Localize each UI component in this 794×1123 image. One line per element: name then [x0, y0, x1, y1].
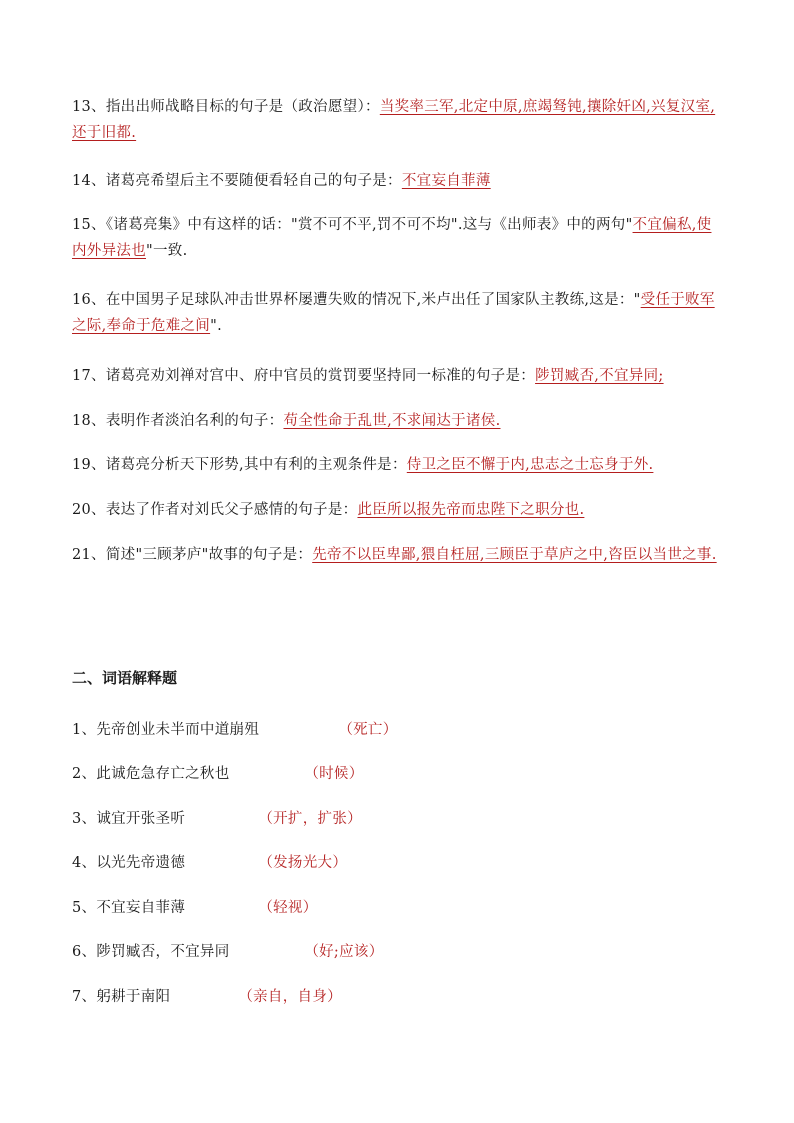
answer-text: 先帝不以臣卑鄙,猥自枉屈,三顾臣于草庐之中,咨臣以当世之事.	[312, 547, 717, 563]
word-item-6	[72, 941, 384, 963]
question-number: 16、	[72, 292, 106, 308]
word-meaning: （亲自，自身）	[238, 989, 342, 1005]
word-meaning: （发扬光大）	[258, 855, 348, 871]
question-text: 表达了作者对刘氏父子感情的句子是：	[105, 502, 358, 518]
question-number: 17、	[72, 368, 106, 384]
word-term: 躬耕于南阳	[96, 989, 171, 1005]
word-meaning: （时候）	[304, 766, 364, 782]
word-term: 先帝创业未半而中道崩殂	[96, 722, 260, 738]
question-text-after: ".	[210, 318, 222, 334]
question-text: 在中国男子足球队冲击世界杯屡遭失败的情况下,米卢出任了国家队主教练,这是："	[105, 292, 641, 308]
word-number: 2、	[72, 766, 97, 782]
question-number: 21、	[72, 547, 106, 563]
question-number: 14、	[72, 173, 106, 189]
question-18	[72, 408, 722, 434]
question-text: 表明作者淡泊名利的句子：	[105, 413, 284, 429]
question-number: 19、	[72, 457, 106, 473]
word-term: 以光先帝遗德	[96, 855, 186, 871]
word-term: 此诚危急存亡之秋也	[96, 766, 230, 782]
answer-text: 不宜偏私,使内外异法也	[72, 217, 712, 259]
word-number: 3、	[72, 811, 97, 827]
answer-text: 此臣所以报先帝而忠陛下之职分也.	[357, 502, 585, 518]
answer-text: 苟全性命于乱世,不求闻达于诸侯.	[283, 413, 501, 429]
question-15	[72, 212, 722, 264]
question-text: 简述"三顾茅庐"故事的句子是：	[105, 547, 313, 563]
word-item-7	[72, 986, 342, 1008]
word-item-1	[72, 719, 398, 741]
question-20	[72, 497, 722, 523]
word-number: 7、	[72, 989, 97, 1005]
word-item-4	[72, 852, 347, 874]
question-text: 诸葛亮分析天下形势,其中有利的主观条件是：	[105, 457, 407, 473]
question-number: 18、	[72, 413, 106, 429]
question-13	[72, 94, 722, 146]
word-number: 4、	[72, 855, 97, 871]
question-number: 13、	[72, 99, 106, 115]
question-text: 指出出师战略目标的句子是（政治愿望）：	[105, 99, 380, 115]
word-number: 6、	[72, 944, 97, 960]
answer-text: 受任于败军之际,奉命于危难之间	[72, 292, 715, 334]
word-item-5	[72, 897, 318, 919]
question-text: 诸葛亮劝刘禅对宫中、府中官员的赏罚要坚持同一标准的句子是：	[105, 368, 536, 384]
answer-text: 不宜妄自菲薄	[401, 173, 491, 189]
question-14	[72, 168, 722, 194]
answer-text: 侍卫之臣不懈于内,忠志之士忘身于外.	[406, 457, 654, 473]
word-term: 诚宜开张圣听	[96, 811, 186, 827]
word-number: 1、	[72, 722, 97, 738]
answer-text: 陟罚臧否,不宜异同;	[535, 368, 664, 384]
question-19	[72, 452, 722, 478]
question-21	[72, 542, 722, 568]
word-term: 不宜妄自菲薄	[96, 900, 186, 916]
word-number: 5、	[72, 900, 97, 916]
word-meaning: （轻视）	[258, 900, 318, 916]
question-text: 诸葛亮希望后主不要随便看轻自己的句子是：	[105, 173, 402, 189]
answer-text: 当奖率三军,北定中原,庶竭驽钝,攘除奸凶,兴复汉室,还于旧都.	[72, 99, 716, 141]
word-item-2	[72, 763, 364, 785]
word-meaning: （开扩，扩张）	[258, 811, 362, 827]
word-item-3	[72, 808, 362, 830]
word-term: 陟罚臧否，不宜异同	[96, 944, 230, 960]
question-number: 20、	[72, 502, 106, 518]
question-number: 15、	[72, 217, 106, 233]
question-16	[72, 287, 722, 339]
question-text: 《诸葛亮集》中有这样的话："赏不可不平,罚不可不均".这与《出师表》中的两句"	[105, 217, 633, 233]
word-meaning: （死亡）	[338, 722, 398, 738]
question-text-after: "一致.	[146, 243, 188, 259]
question-17	[72, 363, 722, 389]
section-heading: 二、词语解释题	[72, 669, 178, 687]
word-meaning: （好;应该）	[304, 944, 384, 960]
